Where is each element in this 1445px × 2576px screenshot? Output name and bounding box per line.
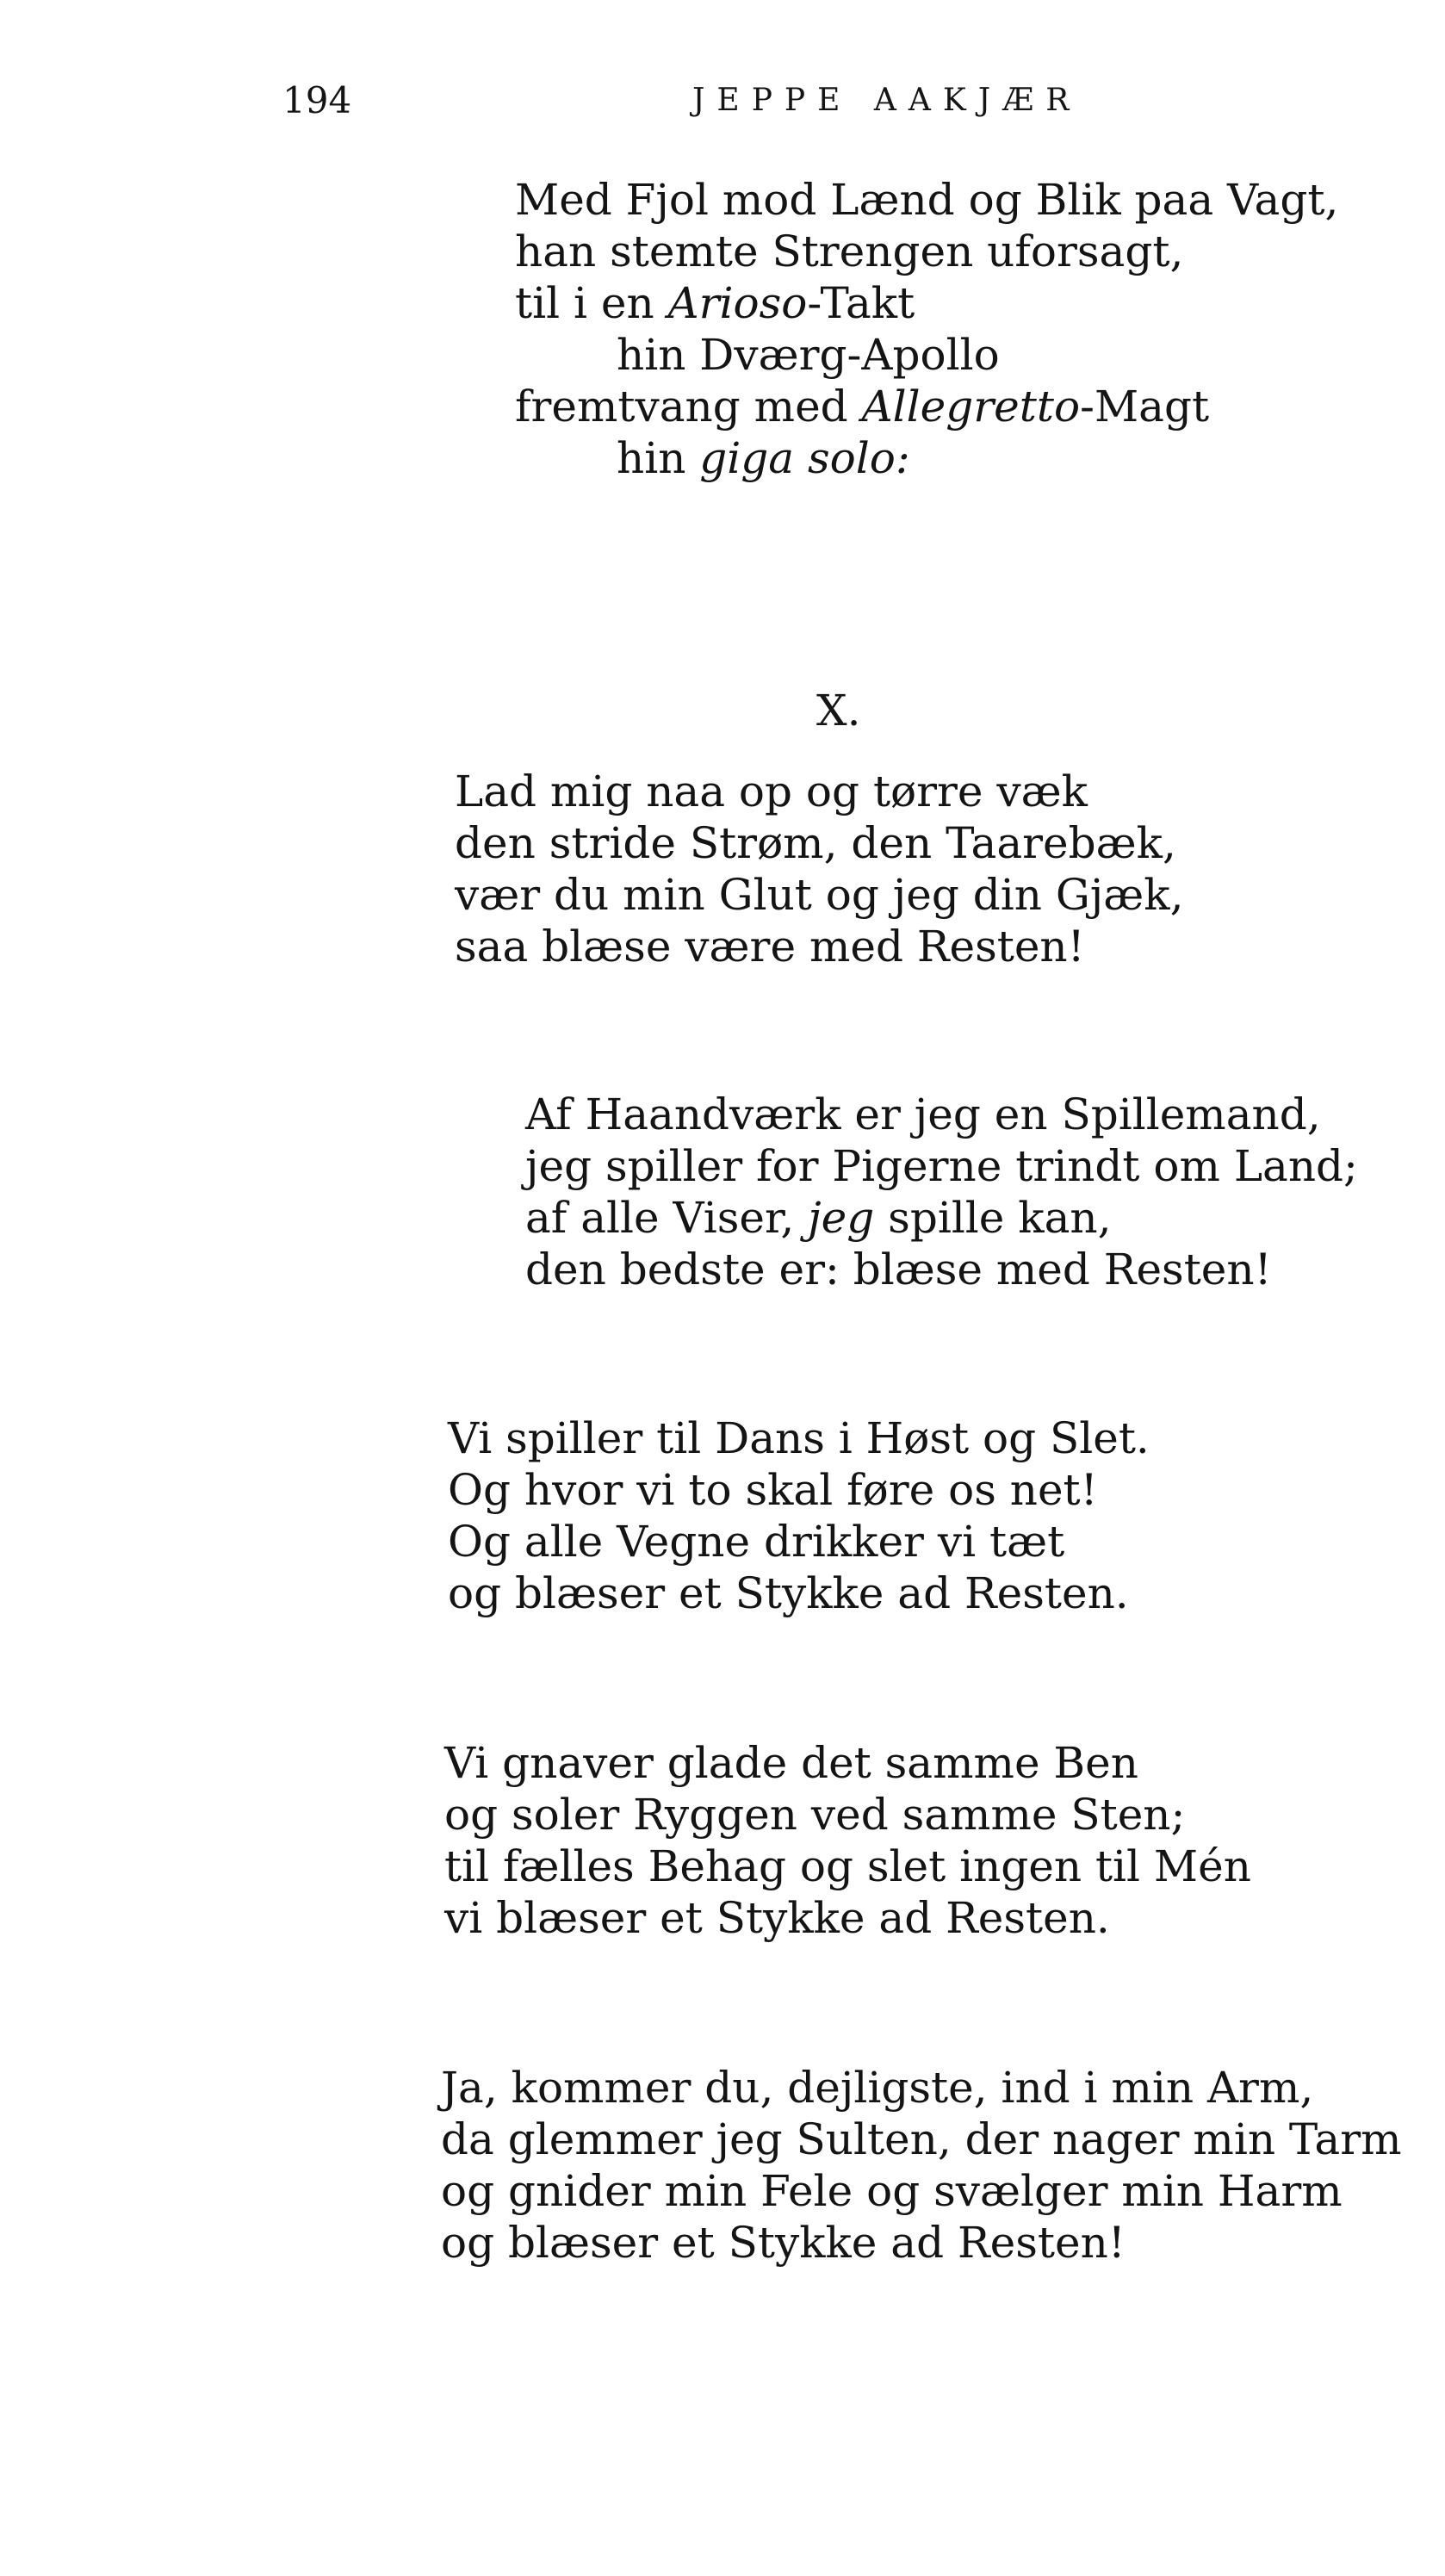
verse-line: og blæser et Stykke ad Resten.: [448, 1568, 1129, 1618]
verse-line: Ja, kommer du, dejligste, ind i min Arm,: [441, 2063, 1314, 2113]
verse-line: Af Haandværk er jeg en Spillemand,: [525, 1089, 1321, 1139]
verse-line: og blæser et Stykke ad Resten!: [441, 2218, 1126, 2268]
verse-line: Lad mig naa op og tørre væk: [455, 767, 1088, 816]
verse-line: Med Fjol mod Lænd og Blik paa Vagt,: [515, 175, 1339, 225]
verse-line: fremtvang med Allegretto-Magt: [515, 382, 1210, 431]
verse-line: Vi gnaver glade det samme Ben: [444, 1738, 1138, 1788]
verse-line: jeg spiller for Pigerne trindt om Land;: [525, 1141, 1358, 1191]
verse-line: og gnider min Fele og svælger min Harm: [441, 2166, 1343, 2216]
verse-line: hin Dværg-Apollo: [617, 330, 1000, 380]
page-number: 194: [282, 79, 352, 121]
verse-line: Og alle Vegne drikker vi tæt: [448, 1517, 1065, 1567]
verse-line: Vi spiller til Dans i Høst og Slet.: [448, 1413, 1150, 1463]
verse-line: hin giga solo:: [617, 433, 910, 483]
verse-line: den bedste er: blæse med Resten!: [525, 1245, 1272, 1294]
verse-line: til i en Arioso-Takt: [515, 278, 915, 328]
verse-line: Og hvor vi to skal føre os net!: [448, 1465, 1098, 1515]
verse-line: da glemmer jeg Sulten, der nager min Tarm: [441, 2114, 1402, 2164]
verse-line: af alle Viser, jeg spille kan,: [525, 1193, 1112, 1243]
section-numeral: X.: [816, 686, 861, 736]
running-title: JEPPE AAKJÆR: [692, 83, 1082, 118]
verse-line: og soler Ryggen ved samme Sten;: [444, 1790, 1186, 1840]
verse-line: den stride Strøm, den Taarebæk,: [455, 818, 1176, 868]
verse-line: vi blæser et Stykke ad Resten.: [444, 1893, 1110, 1943]
verse-line: til fælles Behag og slet ingen til Mén: [444, 1841, 1251, 1891]
verse-line: han stemte Strengen uforsagt,: [515, 227, 1184, 276]
verse-line: saa blæse være med Resten!: [455, 922, 1085, 971]
verse-line: vær du min Glut og jeg din Gjæk,: [455, 870, 1184, 920]
